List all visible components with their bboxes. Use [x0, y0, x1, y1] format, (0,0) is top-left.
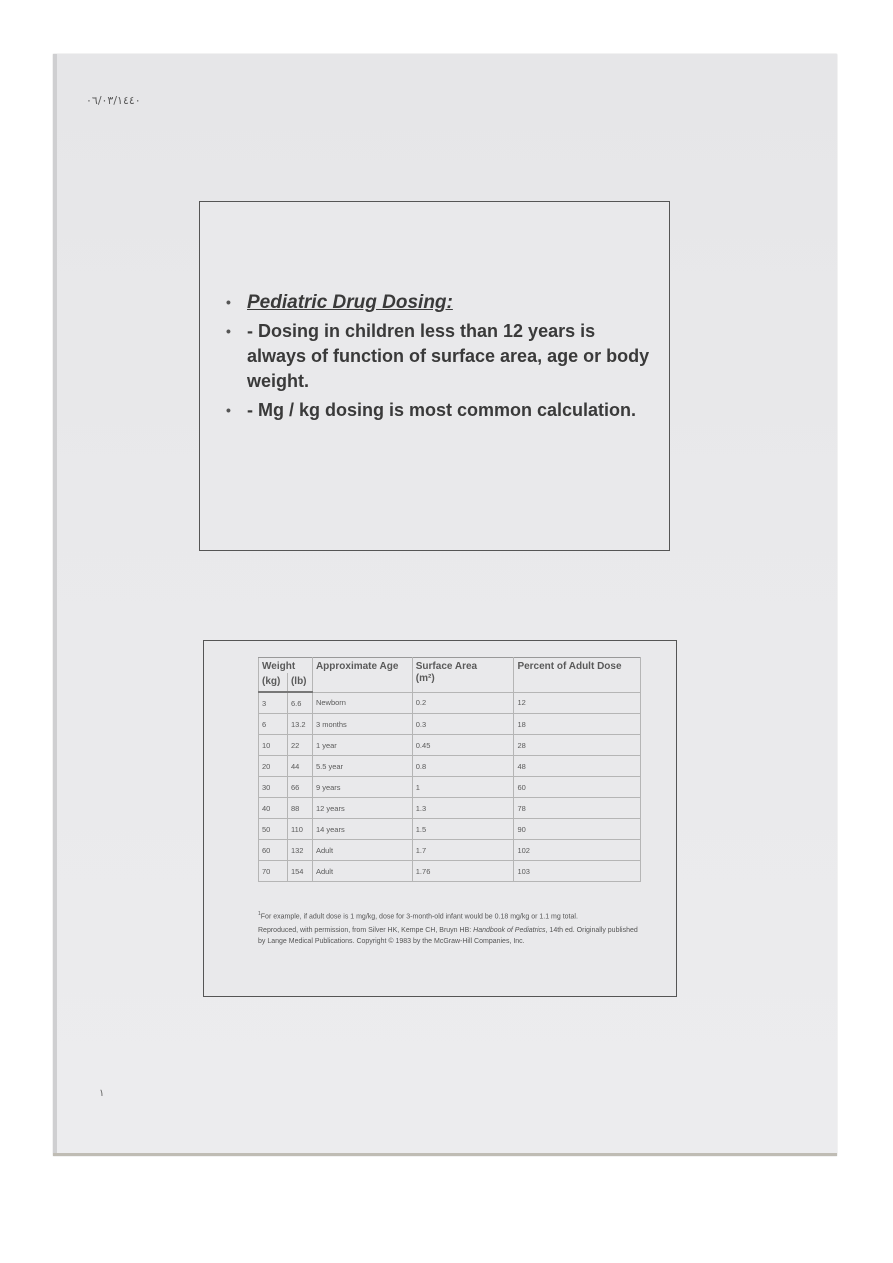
cell-lb: 44: [287, 756, 312, 777]
cell-percent: 18: [514, 714, 641, 735]
cell-lb: 22: [287, 735, 312, 756]
source-suffix: , 14th ed. Originally published by Lange Medical Publications. Copyright © 1983 by the McGraw-Hill Companies, Inc.: [258, 927, 638, 946]
handwritten-date: ٠٦/٠٣/١٤٤٠: [86, 94, 141, 107]
cell-surface: 1.76: [412, 861, 514, 882]
cell-surface: 1.3: [412, 798, 514, 819]
table-row: [259, 819, 641, 840]
header-weight: Weight: [259, 658, 313, 674]
source-title: Handbook of Pediatrics: [473, 927, 546, 935]
footnote-text: For example, if adult dose is 1 mg/kg, dose for 3-month-old infant would be 0.18 mg/kg or 1.1 mg total.: [260, 913, 578, 921]
cell-kg: 10: [259, 735, 288, 756]
page-mark: ١: [99, 1088, 105, 1099]
slide-pediatric-dosing: [199, 201, 670, 551]
cell-kg: 3: [259, 692, 288, 714]
cell-kg: 20: [259, 756, 288, 777]
source-prefix: Reproduced, with permission, from Silver HK, Kempe CH, Bruyn HB:: [258, 927, 474, 935]
cell-lb: 66: [287, 777, 312, 798]
table-row: [259, 714, 641, 735]
header-lb: (lb): [287, 673, 312, 692]
table-notes: [258, 909, 643, 950]
source-citation: [258, 925, 643, 947]
cell-age: Adult: [312, 840, 412, 861]
table-row: [259, 692, 641, 714]
surface-area-label: Surface Area: [415, 661, 478, 672]
table-row: [259, 798, 641, 819]
bullet-item: [226, 398, 656, 423]
bullet-dot: •: [226, 402, 231, 418]
dose-table: [258, 657, 641, 882]
cell-lb: 13.2: [287, 714, 312, 735]
cell-surface: 1.5: [412, 819, 514, 840]
table-row: [259, 756, 641, 777]
bullet-text: - Mg / kg dosing is most common calculation.: [247, 400, 637, 420]
cell-percent: 60: [514, 777, 641, 798]
slide-title: Pediatric Drug Dosing:: [247, 292, 453, 313]
cell-age: 3 months: [312, 714, 412, 735]
cell-kg: 40: [259, 798, 288, 819]
surface-area-unit: (m²): [415, 673, 435, 684]
bullet-list: [226, 290, 656, 427]
cell-percent: 48: [514, 756, 641, 777]
table-row: [259, 735, 641, 756]
cell-age: 9 years: [312, 777, 412, 798]
cell-lb: 132: [287, 840, 312, 861]
bullet-text: - Dosing in children less than 12 years is always of function of surface area, age or body weight.: [247, 321, 650, 391]
cell-surface: 0.3: [412, 714, 514, 735]
cell-surface: 0.8: [412, 756, 514, 777]
slide-dosing-table: [203, 640, 677, 997]
cell-surface: 1: [412, 777, 514, 798]
cell-age: Newborn: [312, 692, 412, 714]
bullet-item: [226, 319, 656, 394]
header-age: Approximate Age: [312, 658, 412, 693]
table-row: [259, 840, 641, 861]
cell-age: 1 year: [312, 735, 412, 756]
cell-kg: 6: [259, 714, 288, 735]
cell-percent: 102: [514, 840, 641, 861]
cell-lb: 110: [287, 819, 312, 840]
cell-age: 5.5 year: [312, 756, 412, 777]
cell-surface: 0.2: [412, 692, 514, 714]
cell-kg: 60: [259, 840, 288, 861]
cell-lb: 154: [287, 861, 312, 882]
cell-age: 14 years: [312, 819, 412, 840]
cell-surface: 1.7: [412, 840, 514, 861]
header-kg: (kg): [259, 673, 288, 692]
cell-percent: 90: [514, 819, 641, 840]
cell-kg: 30: [259, 777, 288, 798]
cell-kg: 70: [259, 861, 288, 882]
cell-percent: 12: [514, 692, 641, 714]
cell-percent: 78: [514, 798, 641, 819]
header-surface-area: [412, 658, 514, 693]
cell-percent: 28: [514, 735, 641, 756]
cell-lb: 88: [287, 798, 312, 819]
table-row: [259, 777, 641, 798]
footnote: [258, 909, 643, 922]
bullet-heading: [226, 290, 656, 315]
bullet-dot: •: [226, 323, 231, 339]
cell-kg: 50: [259, 819, 288, 840]
cell-age: Adult: [312, 861, 412, 882]
footnote-marker: 1: [258, 911, 261, 917]
bullet-dot: •: [226, 294, 231, 310]
cell-percent: 103: [514, 861, 641, 882]
cell-lb: 6.6: [287, 692, 312, 714]
cell-surface: 0.45: [412, 735, 514, 756]
cell-age: 12 years: [312, 798, 412, 819]
header-percent: Percent of Adult Dose: [514, 658, 641, 693]
table-row: [259, 861, 641, 882]
